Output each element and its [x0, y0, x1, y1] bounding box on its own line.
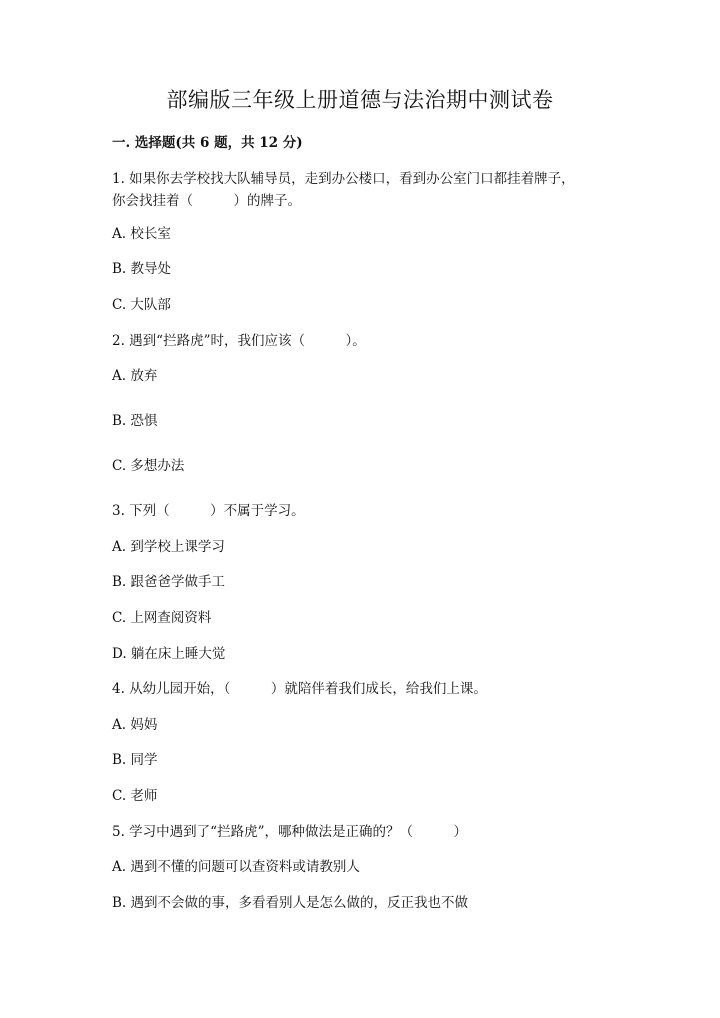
question-3-stem: 3. 下列（ ）不属于学习。	[112, 503, 305, 519]
question-3-option-c: C. 上网查阅资料	[112, 610, 212, 626]
question-3-option-d: D. 躺在床上睡大觉	[112, 646, 226, 662]
section-heading: 一. 选择题(共 6 题，共 12 分)	[112, 135, 303, 151]
question-4-option-c: C. 老师	[112, 788, 158, 804]
question-1-option-c: C. 大队部	[112, 297, 171, 313]
question-3-option-a: A. 到学校上课学习	[112, 539, 225, 555]
page-title: 部编版三年级上册道德与法治期中测试卷	[166, 88, 554, 112]
question-4-stem: 4. 从幼儿园开始，（ ）就陪伴着我们成长，给我们上课。	[112, 681, 487, 697]
question-1-option-a: A. 校长室	[112, 226, 171, 242]
question-4-option-a: A. 妈妈	[112, 717, 158, 733]
question-2-option-a: A. 放弃	[112, 368, 158, 384]
question-1-stem	[112, 168, 592, 212]
question-2-option-c: C. 多想办法	[112, 458, 185, 474]
question-1-option-b: B. 教导处	[112, 261, 172, 277]
question-5-stem: 5. 学习中遇到了“拦路虎”，哪种做法是正确的？（ ）	[112, 824, 467, 840]
question-2-stem: 2. 遇到“拦路虎”时，我们应该（ ）。	[112, 333, 366, 349]
question-5-option-b: B. 遇到不会做的事，多看看别人是怎么做的，反正我也不做	[112, 895, 469, 911]
question-1-stem-line-2: 你会找挂着（ ）的牌子。	[112, 193, 301, 209]
question-2-option-b: B. 恐惧	[112, 413, 158, 429]
question-1-stem-line-1: 1. 如果你去学校找大队辅导员，走到办公楼口，看到办公室门口都挂着牌子，	[112, 171, 575, 187]
question-3-option-b: B. 跟爸爸学做手工	[112, 574, 226, 590]
question-4-option-b: B. 同学	[112, 752, 158, 768]
question-5-option-a: A. 遇到不懂的问题可以查资料或请教别人	[112, 859, 360, 875]
